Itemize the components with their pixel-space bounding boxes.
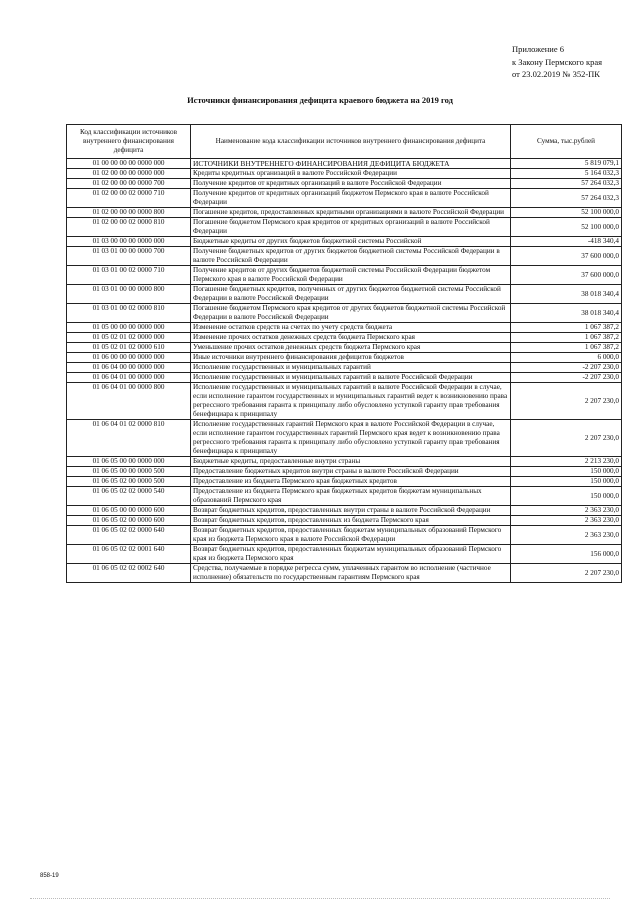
cell-code: 01 05 02 01 02 0000 000	[67, 333, 191, 343]
cell-code: 01 02 00 00 00 0000 800	[67, 208, 191, 218]
cell-name: Иные источники внутреннего финансирования дефицитов бюджетов	[191, 353, 511, 363]
cell-sum: 38 018 340,4	[511, 285, 622, 304]
cell-sum: 2 207 230,0	[511, 383, 622, 420]
table-row	[67, 208, 622, 218]
cell-name: Получение кредитов от кредитных организаций в валюте Российской Федерации	[191, 179, 511, 189]
cell-name: Бюджетные кредиты от других бюджетов бюджетной системы Российской	[191, 237, 511, 247]
scan-edge-divider	[30, 898, 610, 899]
cell-code: 01 06 00 00 00 0000 000	[67, 353, 191, 363]
cell-code: 01 03 01 00 02 0000 810	[67, 304, 191, 323]
cell-sum: 2 213 230,0	[511, 457, 622, 467]
cell-sum: 2 363 230,0	[511, 526, 622, 545]
cell-name: Получение кредитов от кредитных организаций бюджетом Пермского края в валюте Российской Федерации	[191, 189, 511, 208]
appendix-note	[512, 43, 602, 81]
table-row	[67, 266, 622, 285]
cell-code: 01 06 05 02 02 0002 640	[67, 564, 191, 583]
cell-code: 01 06 05 00 00 0000 600	[67, 506, 191, 516]
header-code: Код классификации источников внутреннего финансирования дефицита	[67, 125, 191, 159]
cell-code: 01 06 05 00 00 0000 500	[67, 467, 191, 477]
cell-name: Возврат бюджетных кредитов, предоставленных внутри страны в валюте Российской Федерации	[191, 506, 511, 516]
cell-name: Предоставление из бюджета Пермского края бюджетных кредитов	[191, 477, 511, 487]
cell-code: 01 05 00 00 00 0000 000	[67, 323, 191, 333]
cell-sum: 37 600 000,0	[511, 247, 622, 266]
cell-code: 01 03 01 00 02 0000 710	[67, 266, 191, 285]
table-row	[67, 323, 622, 333]
table-row	[67, 477, 622, 487]
cell-code: 01 06 05 02 02 0000 640	[67, 526, 191, 545]
cell-sum: 38 018 340,4	[511, 304, 622, 323]
table-row	[67, 363, 622, 373]
table-body	[67, 159, 622, 583]
appendix-line-3: от 23.02.2019 № 352-ПК	[512, 69, 600, 79]
cell-name: Погашение бюджетных кредитов, полученных от других бюджетов бюджетной системы Российской Федерации в валюте Российской Федерации	[191, 285, 511, 304]
cell-name: Средства, получаемые в порядке регресса сумм, уплаченных гарантом во исполнение (частичное исполнение) обязательств по государственным гарантиям Пермского края	[191, 564, 511, 583]
cell-name: Исполнение государственных и муниципальных гарантий в валюте Российской Федерации в случае, если исполнение гарантом государственных и муниципальных гарантий ведет к возникновению права регрессного требования гаранта к принципалу либо обусловлено уступкой гаранту прав требования бенефициара к принципалу	[191, 383, 511, 420]
cell-name: Исполнение государственных и муниципальных гарантий в валюте Российской Федерации	[191, 373, 511, 383]
cell-code: 01 06 04 01 00 0000 000	[67, 373, 191, 383]
table-row	[67, 333, 622, 343]
cell-name: Погашение кредитов, предоставленных кредитными организациями в валюте Российской Федерации	[191, 208, 511, 218]
document-title: Источники финансирования дефицита краевого бюджета на 2019 год	[187, 95, 453, 105]
cell-code: 01 06 04 00 00 0000 000	[67, 363, 191, 373]
cell-code: 01 00 00 00 00 0000 000	[67, 159, 191, 169]
cell-sum: 52 100 000,0	[511, 208, 622, 218]
table-row	[67, 179, 622, 189]
footer-code: 858-19	[40, 873, 59, 879]
table-row	[67, 237, 622, 247]
cell-name: Исполнение государственных и муниципальных гарантий	[191, 363, 511, 373]
cell-sum: 2 207 230,0	[511, 420, 622, 457]
table-row	[67, 285, 622, 304]
cell-name: Получение кредитов от других бюджетов бюджетной системы Российской Федерации бюджетом Пермского края в валюте Российской Федерации	[191, 266, 511, 285]
table-row	[67, 383, 622, 420]
table-row	[67, 373, 622, 383]
table-row	[67, 457, 622, 467]
table-row	[67, 304, 622, 323]
table-row	[67, 526, 622, 545]
table-row	[67, 564, 622, 583]
cell-sum: 57 264 032,3	[511, 189, 622, 208]
cell-sum: -418 340,4	[511, 237, 622, 247]
cell-sum: 57 264 032,3	[511, 179, 622, 189]
cell-sum: 37 600 000,0	[511, 266, 622, 285]
cell-name: Возврат бюджетных кредитов, предоставленных из бюджета Пермского края	[191, 516, 511, 526]
table-row	[67, 218, 622, 237]
cell-name: Погашение бюджетом Пермского края кредитов от других бюджетов бюджетной системы Российской Федерации в валюте Российской Федерации	[191, 304, 511, 323]
cell-sum: 1 067 387,2	[511, 343, 622, 353]
cell-code: 01 03 01 00 00 0000 800	[67, 285, 191, 304]
cell-sum: 5 164 032,3	[511, 169, 622, 179]
cell-name: Предоставление из бюджета Пермского края бюджетных кредитов бюджетам муниципальных образований Пермского края	[191, 487, 511, 506]
cell-code: 01 03 00 00 00 0000 000	[67, 237, 191, 247]
header-name: Наименование кода классификации источников внутреннего финансирования дефицита	[191, 125, 511, 159]
table-row	[67, 506, 622, 516]
cell-code: 01 06 05 02 00 0000 500	[67, 477, 191, 487]
cell-sum: 1 067 387,2	[511, 333, 622, 343]
cell-name: Предоставление бюджетных кредитов внутри страны в валюте Российской Федерации	[191, 467, 511, 477]
cell-code: 01 06 05 00 00 0000 000	[67, 457, 191, 467]
cell-code: 01 06 05 02 00 0000 600	[67, 516, 191, 526]
cell-code: 01 06 04 01 00 0000 800	[67, 383, 191, 420]
cell-sum: 2 363 230,0	[511, 506, 622, 516]
table-header-row	[67, 125, 622, 159]
cell-code: 01 06 04 01 02 0000 810	[67, 420, 191, 457]
table-row	[67, 545, 622, 564]
cell-code: 01 02 00 00 02 0000 710	[67, 189, 191, 208]
cell-name: Уменьшение прочих остатков денежных средств бюджета Пермского края	[191, 343, 511, 353]
cell-code: 01 02 00 00 02 0000 810	[67, 218, 191, 237]
cell-code: 01 02 00 00 00 0000 700	[67, 179, 191, 189]
header-sum: Сумма, тыс.рублей	[511, 125, 622, 159]
cell-name: Изменение прочих остатков денежных средств бюджета Пермского края	[191, 333, 511, 343]
table-row	[67, 420, 622, 457]
table-row	[67, 247, 622, 266]
cell-sum: 1 067 387,2	[511, 323, 622, 333]
cell-sum: -2 207 230,0	[511, 363, 622, 373]
cell-sum: 2 363 230,0	[511, 516, 622, 526]
table-row	[67, 353, 622, 363]
cell-name: Получение бюджетных кредитов от других бюджетов бюджетной системы Российской Федерации в валюте Российской Федерации	[191, 247, 511, 266]
cell-name: ИСТОЧНИКИ ВНУТРЕННЕГО ФИНАНСИРОВАНИЯ ДЕФИЦИТА БЮДЖЕТА	[191, 159, 511, 169]
cell-name: Возврат бюджетных кредитов, предоставленных бюджетам муниципальных образований Пермского края из бюджета Пермского края	[191, 545, 511, 564]
cell-code: 01 05 02 01 02 0000 610	[67, 343, 191, 353]
cell-name: Исполнение государственных гарантий Пермского края в валюте Российской Федерации в случае, если исполнение гарантом государственных гарантий Пермского края ведет к возникновению права регрессного требования гаранта к принципалу либо обусловлено уступкой гаранту прав требования бенефициара к принципалу	[191, 420, 511, 457]
cell-name: Изменение остатков средств на счетах по учету средств бюджета	[191, 323, 511, 333]
cell-name: Погашение бюджетом Пермского края кредитов от кредитных организаций в валюте Российской Федерации	[191, 218, 511, 237]
cell-sum: -2 207 230,0	[511, 373, 622, 383]
cell-sum: 150 000,0	[511, 477, 622, 487]
table-row	[67, 467, 622, 477]
cell-name: Бюджетные кредиты, предоставленные внутри страны	[191, 457, 511, 467]
cell-sum: 150 000,0	[511, 467, 622, 477]
cell-code: 01 06 05 02 02 0000 540	[67, 487, 191, 506]
cell-sum: 156 000,0	[511, 545, 622, 564]
cell-sum: 150 000,0	[511, 487, 622, 506]
cell-code: 01 02 00 00 00 0000 000	[67, 169, 191, 179]
appendix-line-1: Приложение 6	[512, 44, 564, 54]
cell-code: 01 03 01 00 00 0000 700	[67, 247, 191, 266]
table-row	[67, 343, 622, 353]
table-row	[67, 189, 622, 208]
financing-table	[66, 124, 622, 583]
cell-sum: 2 207 230,0	[511, 564, 622, 583]
cell-code: 01 06 05 02 02 0001 640	[67, 545, 191, 564]
table-row	[67, 516, 622, 526]
cell-sum: 6 000,0	[511, 353, 622, 363]
table-row	[67, 487, 622, 506]
cell-sum: 52 100 000,0	[511, 218, 622, 237]
cell-sum: 5 819 079,1	[511, 159, 622, 169]
table-row	[67, 169, 622, 179]
cell-name: Кредиты кредитных организаций в валюте Российской Федерации	[191, 169, 511, 179]
appendix-line-2: к Закону Пермского края	[512, 56, 603, 67]
cell-name: Возврат бюджетных кредитов, предоставленных бюджетам муниципальных образований Пермского края из бюджета Пермского края в валюте Российской Федерации	[191, 526, 511, 545]
table-row	[67, 159, 622, 169]
